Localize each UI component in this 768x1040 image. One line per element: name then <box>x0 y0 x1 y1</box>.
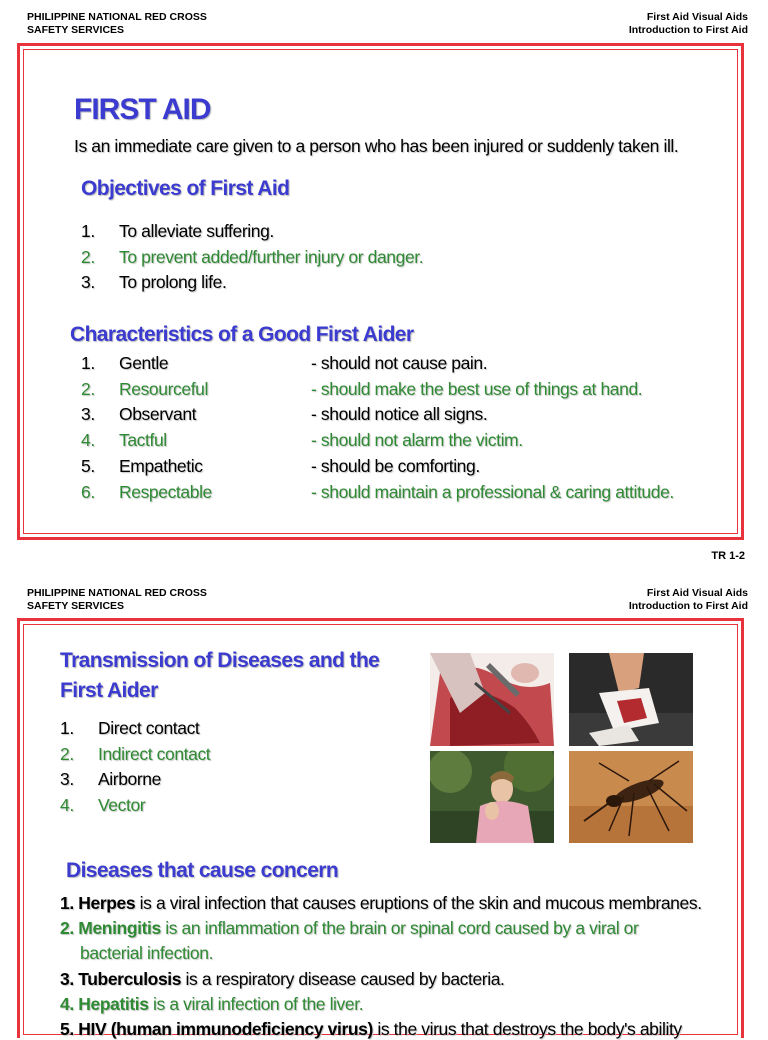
org-line-1: PHILIPPINE NATIONAL RED CROSS <box>27 11 207 23</box>
objective-num: 1. <box>81 221 95 241</box>
characteristic-desc: - should be comforting. <box>311 456 480 476</box>
characteristic-trait: Respectable <box>119 482 212 502</box>
mode-num: 3. <box>60 769 74 789</box>
slide-title: FIRST AID <box>74 93 211 126</box>
mode-text: Vector <box>98 795 146 815</box>
disease-name: Tuberculosis <box>78 969 182 989</box>
objective-num: 3. <box>81 272 95 292</box>
slide-first-aid <box>17 43 744 540</box>
characteristic-trait: Tactful <box>119 430 167 450</box>
characteristic-trait: Gentle <box>119 353 169 373</box>
org-name <box>27 587 207 613</box>
disease-name: Meningitis <box>78 918 161 938</box>
disease-name: Hepatitis <box>78 994 149 1014</box>
photo-wound-care <box>430 653 554 746</box>
transmission-heading-line1: Transmission of Diseases and the <box>60 649 380 672</box>
org-line-1: PHILIPPINE NATIONAL RED CROSS <box>27 587 207 599</box>
disease-item <box>60 893 702 914</box>
page-header-top <box>0 11 768 41</box>
page-header-bottom <box>0 587 768 617</box>
org-line-2: SAFETY SERVICES <box>27 600 125 612</box>
disease-item <box>60 994 363 1015</box>
photo-person-coughing <box>430 751 554 843</box>
disease-desc: is an inflammation of the brain or spinal cord caused by a viral or <box>160 918 639 938</box>
org-line-2: SAFETY SERVICES <box>27 24 125 36</box>
doc-line-2: Introduction to First Aid <box>628 600 748 612</box>
disease-desc: is a viral infection that causes eruptions of the skin and mucous membranes. <box>135 893 702 913</box>
objective-text: To alleviate suffering. <box>119 221 274 241</box>
characteristic-trait: Observant <box>119 404 197 424</box>
disease-name: HIV (human immunodeficiency virus) <box>78 1019 373 1039</box>
characteristic-num: 5. <box>81 456 95 476</box>
disease-item <box>60 918 638 939</box>
characteristics-heading: Characteristics of a Good First Aider <box>70 323 414 346</box>
photo-bandage-hand <box>569 653 693 746</box>
disease-num: 4. <box>60 994 74 1014</box>
disease-desc: is a viral infection of the liver. <box>148 994 364 1014</box>
characteristic-num: 6. <box>81 482 95 502</box>
characteristic-desc: - should make the best use of things at hand. <box>311 379 643 399</box>
disease-num: 5. <box>60 1019 74 1039</box>
photo-mosquito <box>569 751 693 843</box>
disease-desc: is the virus that destroys the body's ability <box>372 1019 682 1039</box>
mode-text: Airborne <box>98 769 161 789</box>
characteristic-num: 1. <box>81 353 95 373</box>
definition-text: Is an immediate care given to a person who has been injured or suddenly taken ill. <box>74 136 679 156</box>
mode-text: Direct contact <box>98 718 200 738</box>
characteristic-trait: Resourceful <box>119 379 208 399</box>
characteristic-trait: Empathetic <box>119 456 203 476</box>
characteristic-desc: - should not cause pain. <box>311 353 488 373</box>
objective-text: To prevent added/further injury or danger. <box>119 247 424 267</box>
page-label: TR 1-2 <box>711 550 745 562</box>
characteristic-desc: - should maintain a professional & caring attitude. <box>311 482 674 502</box>
org-name <box>27 11 207 37</box>
doc-line-2: Introduction to First Aid <box>628 24 748 36</box>
disease-name: Herpes <box>78 893 136 913</box>
characteristic-desc: - should notice all signs. <box>311 404 488 424</box>
characteristic-desc: - should not alarm the victim. <box>311 430 523 450</box>
mode-num: 1. <box>60 718 74 738</box>
objective-num: 2. <box>81 247 95 267</box>
disease-num: 3. <box>60 969 74 989</box>
mode-text: Indirect contact <box>98 744 211 764</box>
disease-num: 1. <box>60 893 74 913</box>
disease-desc: is a respiratory disease caused by bacteria. <box>181 969 505 989</box>
slide-transmission <box>17 618 744 1038</box>
doc-name <box>629 11 748 37</box>
mode-num: 4. <box>60 795 74 815</box>
mode-num: 2. <box>60 744 74 764</box>
doc-line-1: First Aid Visual Aids <box>646 11 748 23</box>
disease-item <box>60 969 505 990</box>
disease-desc-continued: bacterial infection. <box>80 943 214 963</box>
doc-name <box>629 587 748 613</box>
characteristic-num: 2. <box>81 379 95 399</box>
characteristic-num: 4. <box>81 430 95 450</box>
objectives-heading: Objectives of First Aid <box>81 177 290 200</box>
doc-line-1: First Aid Visual Aids <box>646 587 748 599</box>
disease-num: 2. <box>60 918 74 938</box>
disease-item <box>60 1019 682 1040</box>
characteristic-num: 3. <box>81 404 95 424</box>
transmission-heading-line2: First Aider <box>60 679 158 702</box>
objective-text: To prolong life. <box>119 272 227 292</box>
diseases-heading: Diseases that cause concern <box>66 859 339 882</box>
